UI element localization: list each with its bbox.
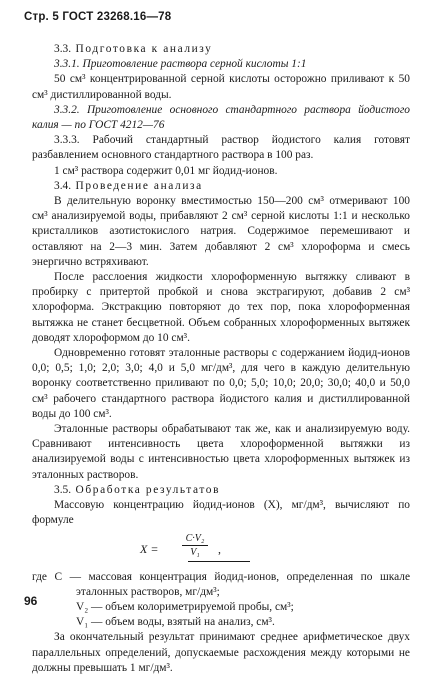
paragraph-concentration: 1 см³ раствора содержит 0,01 мг йодид-ионов. <box>54 164 278 177</box>
section-heading-3-4 <box>32 179 410 194</box>
paragraph-final: За окончательный результат принимают среднее арифметическое двух параллельных определений, допускаемые расхождения между которыми не должны превышать 1 мг/дм³. <box>32 631 410 674</box>
legend-v1: V₁ — объем воды, взятый на анализ, см³. <box>76 616 275 629</box>
formula-fraction <box>182 532 208 559</box>
formula-lhs: X = <box>140 541 159 556</box>
section-title: Проведение анализа <box>75 179 203 192</box>
paragraph-3-4-b: После расслоения жидкости хлороформенную вытяжку сливают в пробирку с притертой пробкой и снова экстрагируют, добавив 2 см³ хлороформа. Экстракцию повторяют до тех пор, пока хлороформенная вытяжка не станет бесцветной. Объем собранных хлороформенных вытяжек доводят хлороформом до 10 см³. <box>32 271 410 344</box>
section-heading-3-5 <box>32 483 410 498</box>
formula-denominator: V₁ <box>190 546 200 558</box>
page-number: 96 <box>24 594 38 608</box>
section-title: Обработка результатов <box>75 483 221 496</box>
end-rule <box>188 561 250 562</box>
section-title: Подготовка к анализу <box>75 43 213 55</box>
legend-c: где C — массовая концентрация йодид-ионов, определенная по шкале эталонных растворов, мг/дм³; <box>32 570 410 598</box>
legend-v2: V₂ — объем колориметрируемой пробы, см³; <box>76 600 294 613</box>
paragraph-3-3-1: 50 см³ концентрированной серной кислоты осторожно приливают к 50 см³ дистиллированной воды. <box>32 73 410 101</box>
paragraph-3-4-a: В делительную воронку вместимостью 150—200 см³ отмеривают 100 см³ анализируемой воды, прибавляют 2 см³ серной кислоты 1:1 и несколько кристалликов азотистокислого натрия. Содержимое перемешивают и оставляют на 2—3 мин. Затем добавляют 2 см³ хлороформа и смесь энергично встряхивают. <box>32 195 410 268</box>
paragraph-3-4-c: Одновременно готовят эталонные растворы с содержанием йодид-ионов 0,0; 0,5; 1,0; 2,0; 3,0; 4,0 и 5,0 мг/дм³, для чего в каждую делительную воронку соответственно приливают по 0,0; 5,0; 10,0; 20,0; 30,0; 40,0 и 50,0 см³ рабочего стандартного раствора йодистого калия и дистиллированной воды до 100 см³. <box>32 347 410 420</box>
section-number: 3.5. <box>54 483 72 496</box>
subsection-heading-3-3-1: 3.3.1. Приготовление раствора серной кислоты 1:1 <box>54 58 307 71</box>
section-number: 3.4. <box>54 179 72 192</box>
subsection-heading-3-3-2: 3.3.2. Приготовление основного стандартного раствора йодистого калия — по ГОСТ 4212—76 <box>32 103 410 132</box>
section-heading-3-3 <box>32 42 410 57</box>
paragraph-3-3-3: 3.3.3. Рабочий стандартный раствор йодистого калия готовят разбавлением основного стандартного раствора в 100 раз. <box>32 134 410 162</box>
paragraph-3-5-intro: Массовую концентрацию йодид-ионов (X), мг/дм³, вычисляют по формуле <box>32 499 410 527</box>
page-header: Стр. 5 ГОСТ 23268.16—78 <box>24 11 172 23</box>
document-body <box>32 42 410 676</box>
formula-numerator: C·V₂ <box>182 532 208 546</box>
section-number: 3.3. <box>54 43 72 55</box>
paragraph-3-4-d: Эталонные растворы обрабатывают так же, как и анализируемую воду. Сравнивают интенсивность цвета хлороформенной вытяжки из анализируемой воды с интенсивностью цвета хлороформенных вытяжек из эталонных растворов. <box>32 423 410 481</box>
formula-comma: , <box>218 541 221 556</box>
